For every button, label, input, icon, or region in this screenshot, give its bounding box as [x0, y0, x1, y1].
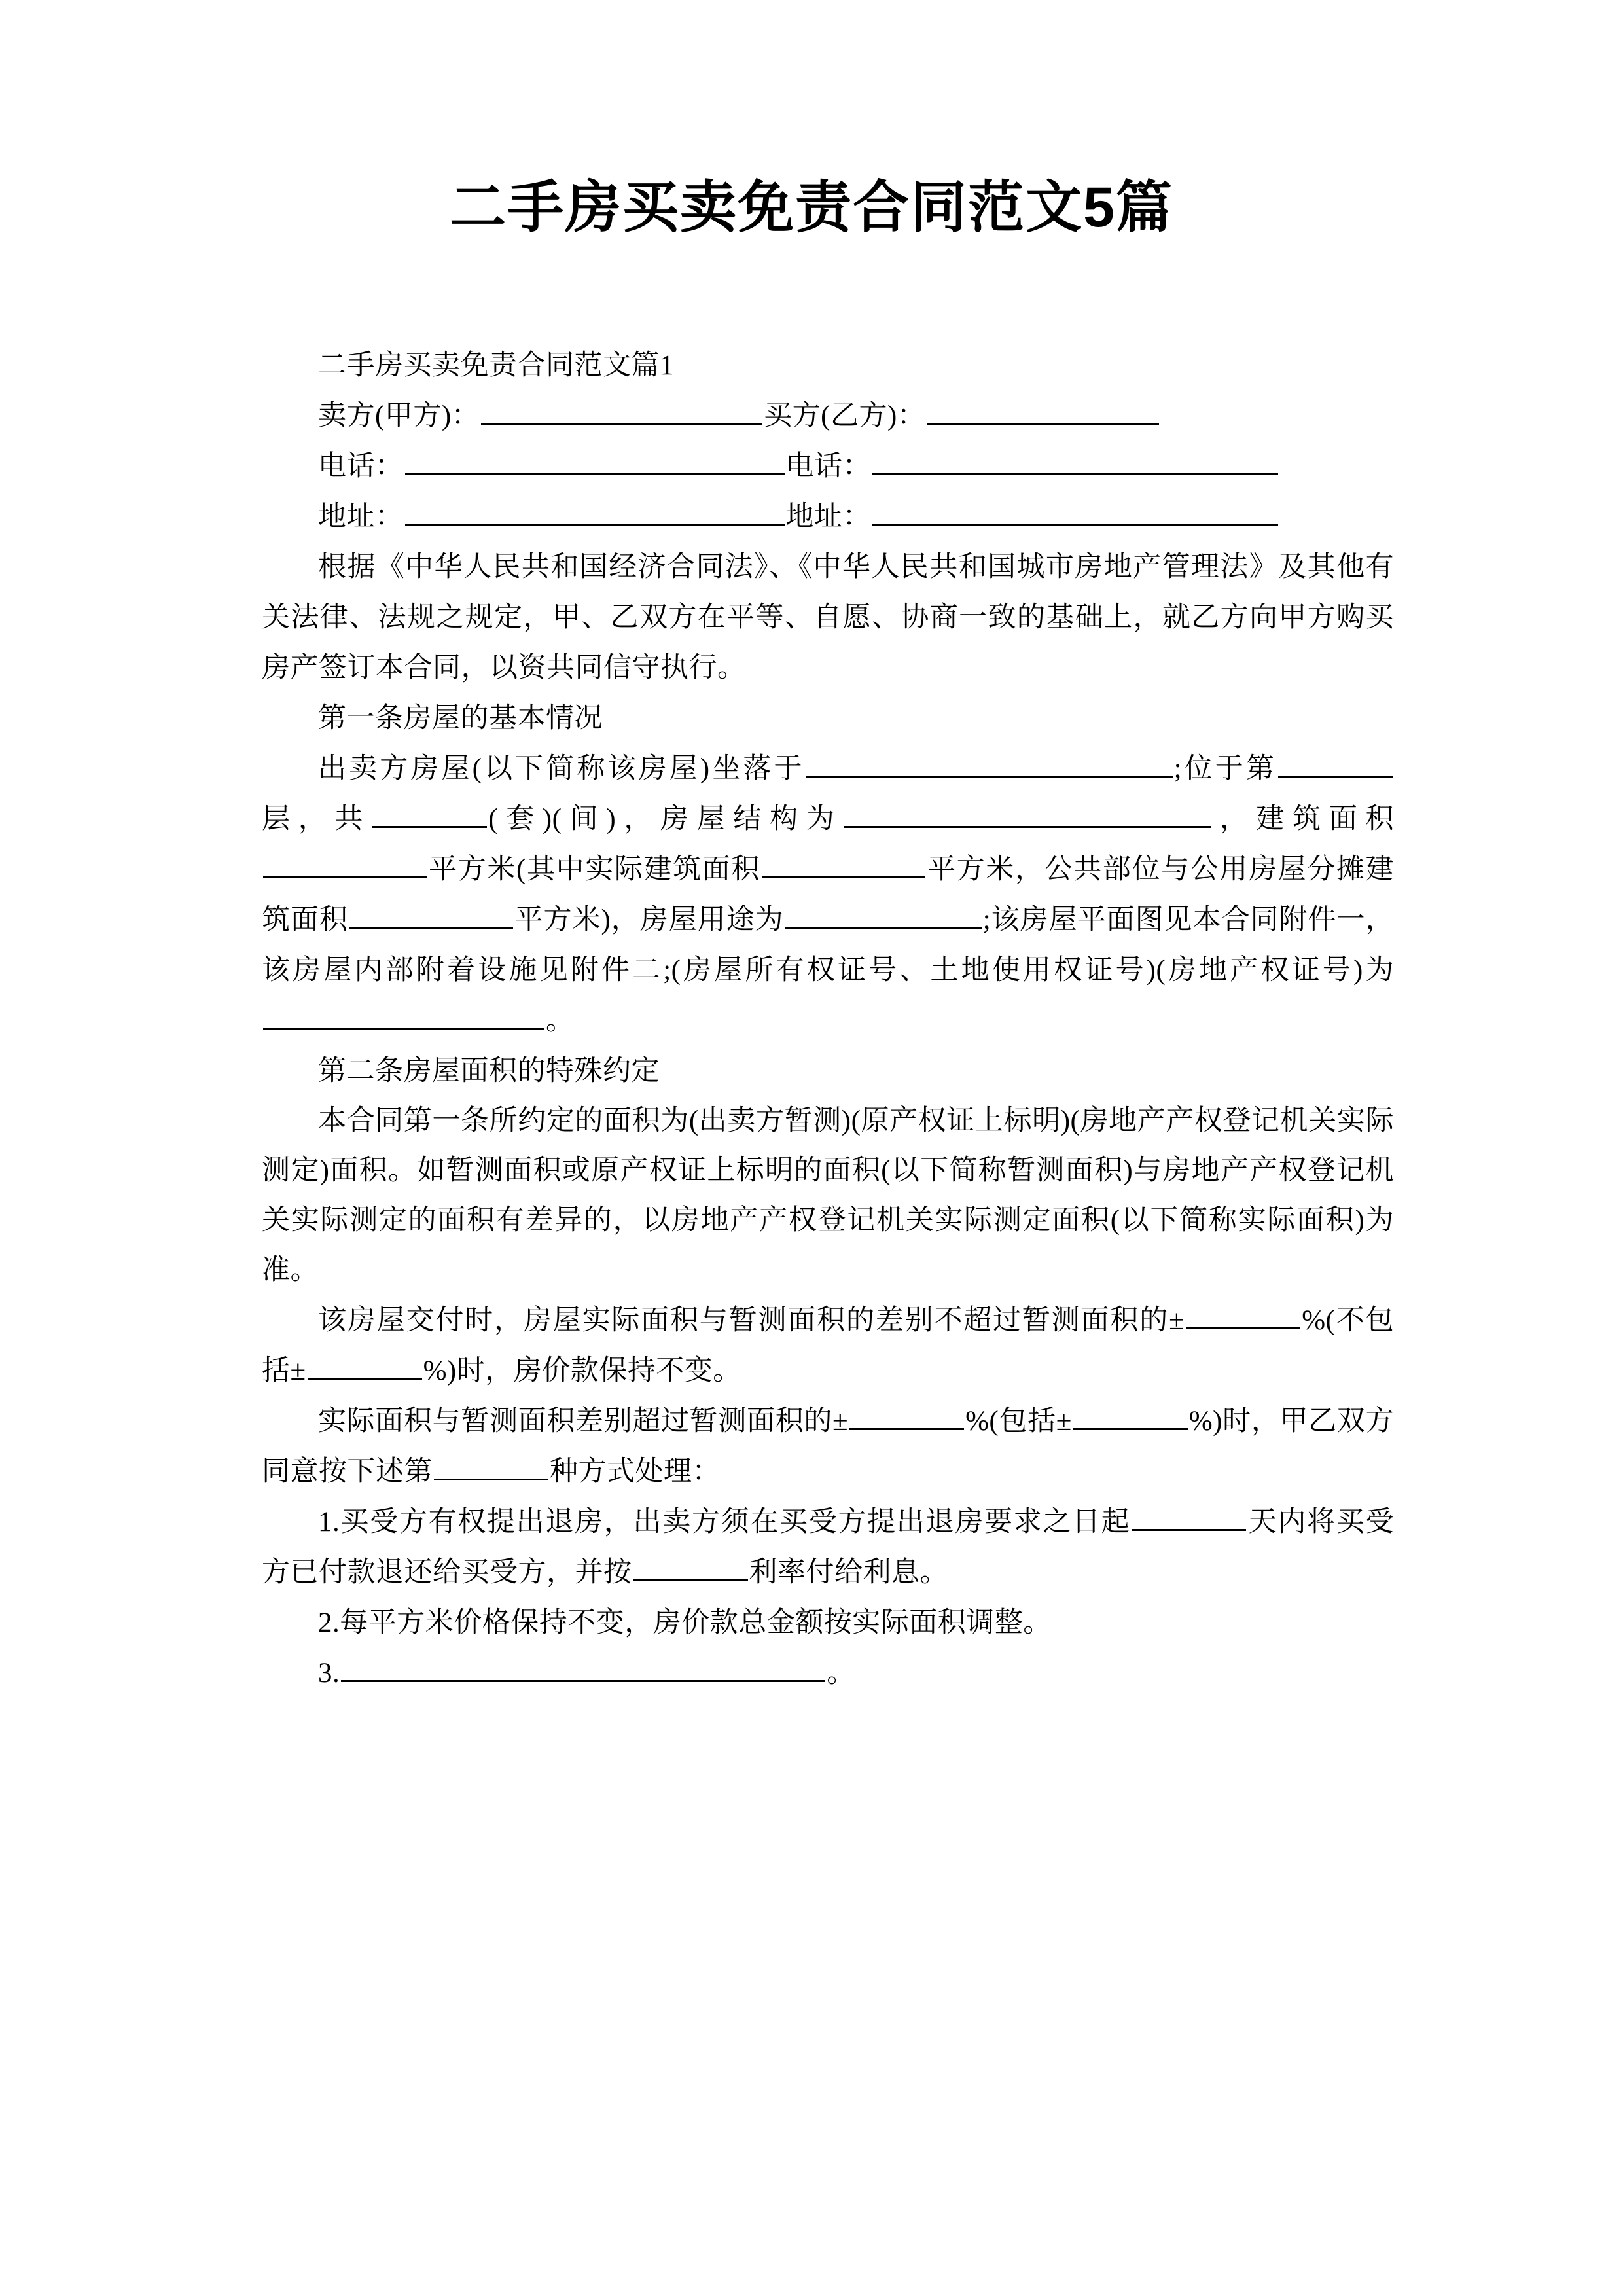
a1-t4: (套)(间)，房屋结构为	[488, 804, 843, 834]
article-two-paragraph-1	[262, 1096, 1394, 1295]
a2-p2-a: 该房屋交付时，房屋实际面积与暂测面积的差别不超过暂测面积的±	[318, 1305, 1185, 1336]
seller-address-label: 地址：	[318, 501, 404, 532]
tolerance-exclusive-percent-blank[interactable]	[308, 1351, 422, 1380]
article-two-paragraph-3	[262, 1396, 1394, 1497]
article-two-paragraph-2	[262, 1295, 1394, 1396]
parties-names-row	[262, 391, 1394, 441]
a2-p3-a: 实际面积与暂测面积差别超过暂测面积的±	[318, 1406, 849, 1437]
a2-p2-c: %)时，房价款保持不变。	[423, 1355, 741, 1386]
a2-p3-d: 种方式处理：	[550, 1456, 721, 1487]
item-3-c: 。	[827, 1658, 855, 1689]
floor-number-blank[interactable]	[1278, 749, 1393, 778]
preamble-text: 根据《中华人民共和国经济合同法》、《中华人民共和国城市房地产管理法》及其他有关法律、法规之规定，甲、乙双方在平等、自愿、协商一致的基础上，就乙方向甲方购买房产签订本合同，以资共同信守执行。	[262, 552, 1394, 683]
a2-p3-c: %)时，甲乙双方同意按下述第	[262, 1406, 1394, 1487]
refund-days-blank[interactable]	[1132, 1502, 1246, 1531]
a1-t10: 。	[546, 1005, 575, 1036]
list-item	[262, 1497, 1394, 1598]
section-heading	[262, 340, 1394, 391]
preamble-paragraph	[262, 542, 1394, 693]
seller-label: 卖方(甲方)：	[318, 401, 480, 431]
buyer-phone-blank[interactable]	[872, 446, 1278, 475]
item-3-number: 3.	[318, 1658, 340, 1689]
unit-count-blank[interactable]	[372, 799, 487, 828]
a1-t5: ，建筑面积	[1211, 804, 1395, 834]
article-two-heading-text: 第二条房屋面积的特殊约定	[318, 1056, 660, 1086]
a1-t6: 平方米(其中实际建筑面积	[428, 854, 760, 885]
certificate-number-blank[interactable]	[263, 1001, 544, 1030]
handling-method-blank[interactable]	[434, 1452, 548, 1480]
buyer-address-blank[interactable]	[872, 497, 1278, 526]
section-heading-text: 二手房买卖免责合同范文篇1	[318, 350, 674, 381]
buyer-phone-label: 电话：	[785, 451, 871, 482]
item-2-a: 每平方米价格保持不变，房价款总金额按实际面积调整。	[340, 1607, 1052, 1638]
seller-phone-blank[interactable]	[405, 446, 785, 475]
a1-t3: 层，共	[262, 804, 372, 834]
a1-t7: 平方米，公共部位与公用房屋分摊建筑面积	[262, 854, 1394, 935]
document-body	[262, 340, 1394, 1698]
a2-p2-b: %(不包括±	[262, 1305, 1395, 1386]
house-usage-blank[interactable]	[785, 900, 982, 929]
list-item	[262, 1598, 1394, 1648]
article-two-heading	[262, 1046, 1394, 1096]
tolerance-percent-blank[interactable]	[1186, 1300, 1300, 1329]
buyer-label: 买方(乙方)：	[764, 401, 926, 431]
seller-name-blank[interactable]	[481, 396, 762, 425]
a1-t8: 平方米)，房屋用途为	[514, 905, 784, 935]
item-1-number: 1.	[318, 1507, 340, 1537]
article-one-heading	[262, 693, 1394, 744]
article-one-heading-text: 第一条房屋的基本情况	[318, 703, 603, 734]
parties-phone-row	[262, 441, 1394, 492]
seller-address-blank[interactable]	[405, 497, 785, 526]
parties-address-row	[262, 492, 1394, 542]
item-1-b: 天内将买受方已付款退还给买受方，并按	[262, 1507, 1395, 1588]
page-title: 二手房买卖免责合同范文5篇	[450, 176, 1173, 239]
a1-t1: 出卖方房屋(以下简称该房屋)坐落于	[318, 753, 805, 784]
exceed-percent-blank[interactable]	[849, 1401, 964, 1430]
item-2-number: 2.	[318, 1607, 340, 1638]
a1-t2: ;位于第	[1173, 753, 1277, 784]
list-item	[262, 1648, 1394, 1698]
house-structure-blank[interactable]	[844, 799, 1211, 828]
other-method-blank[interactable]	[341, 1653, 825, 1682]
house-location-blank[interactable]	[806, 749, 1173, 778]
building-area-blank[interactable]	[263, 850, 427, 878]
a2-p3-b: %(包括±	[965, 1406, 1072, 1437]
interest-rate-blank[interactable]	[633, 1552, 748, 1581]
exceed-inclusive-percent-blank[interactable]	[1073, 1401, 1188, 1430]
shared-area-blank[interactable]	[349, 900, 513, 929]
actual-building-area-blank[interactable]	[762, 850, 925, 878]
item-1-c: 利率付给利息。	[749, 1557, 948, 1588]
seller-phone-label: 电话：	[318, 451, 404, 482]
buyer-address-label: 地址：	[785, 501, 871, 532]
article-one-body	[262, 744, 1394, 1046]
a2-p1-text: 本合同第一条所约定的面积为(出卖方暂测)(原产权证上标明)(房地产产权登记机关实际测定)面积。如暂测面积或原产权证上标明的面积(以下简称暂测面积)与房地产产权登记机关实际测定的面积有差异的，以房地产产权登记机关实际测定面积(以下简称实际面积)为准。	[262, 1105, 1394, 1285]
item-1-a: 买受方有权提出退房，出卖方须在买受方提出退房要求之日起	[340, 1507, 1131, 1537]
buyer-name-blank[interactable]	[927, 396, 1159, 425]
a1-t9: ;该房屋平面图见本合同附件一，该房屋内部附着设施见附件二;(房屋所有权证号、土地使用权证号)(房地产权证号)为	[262, 905, 1395, 986]
